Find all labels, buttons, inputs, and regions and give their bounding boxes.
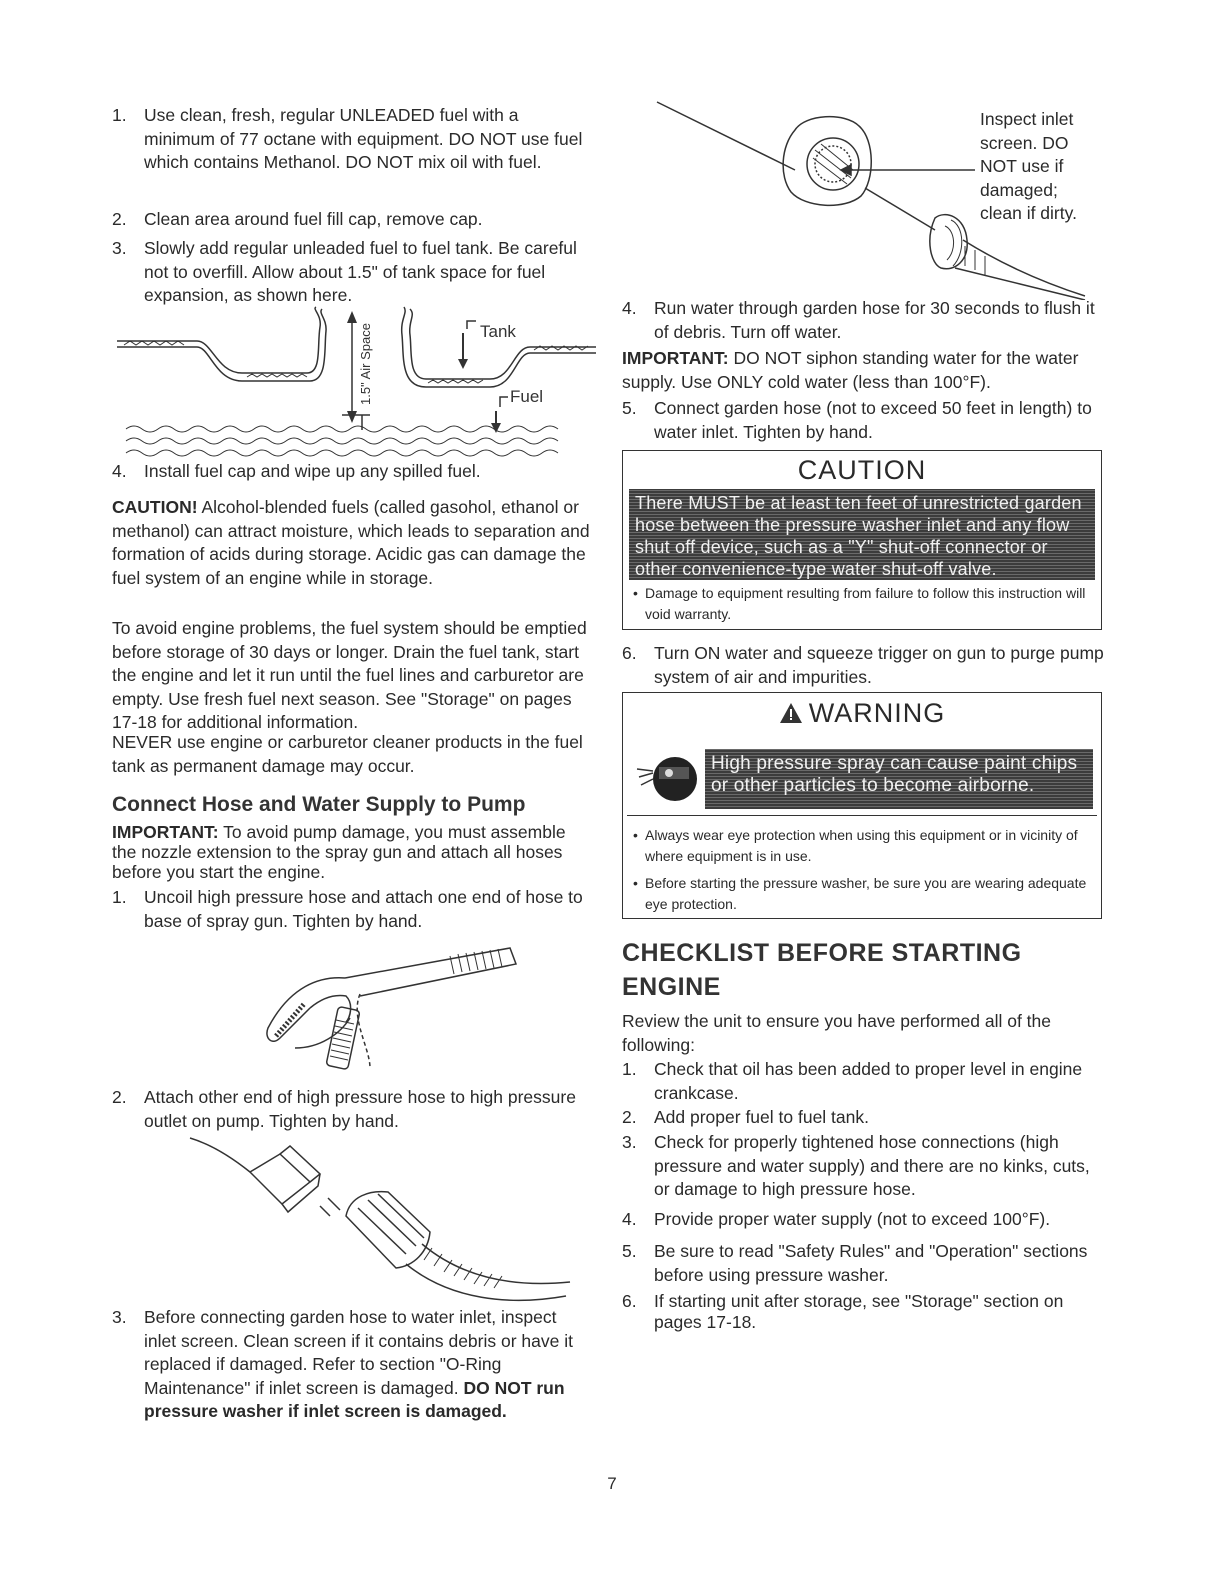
caution-box-bullet: • Damage to equipment resulting from failure to follow this instruction will void warranty. [633,585,1086,622]
avoid-engine-problems: To avoid engine problems, the fuel system should be emptied before storage of 30 days or longer. Drain the fuel tank, start the engine and let it run until the fuel lines and carburetor are empty. Use fresh fuel next season. See "Storage" on pages 17-18 for additional information. [112,618,587,732]
do-not-run-warning: DO NOT run pressure washer if inlet screen is damaged. [144,1377,565,1421]
water-important-note: IMPORTANT: DO NOT siphon standing water for the water supply. Use ONLY cold water (less than 100°F). [622,348,1079,392]
hose-heading: Connect Hose and Water Supply to Pump [112,793,526,816]
fuel-tank-diagram [112,305,602,465]
warning-box-band: High pressure spray can cause paint chips or other particles to become airborne. [705,749,1093,809]
page-number: 7 [607,1474,617,1493]
caution-box [622,450,1102,630]
checklist-intro: Review the unit to ensure you have performed all of the following: [622,1011,1051,1055]
fuel-label: Fuel [510,387,544,406]
checklist-heading: CHECKLIST BEFORE STARTING ENGINE [622,939,1022,1001]
warning-box-band-area [627,735,1097,816]
caution-box-title: CAUTION [797,455,927,485]
air-space-label: 1.5" Air Space [358,323,373,405]
alcohol-caution: CAUTION! Alcohol-blended fuels (called gasohol, ethanol or methanol) can attract moisture, which leads to separation and formation of acids during storage. Acidic gas can damage the fuel system of an engine while in storage. [112,497,590,588]
warning-box-title: WARNING [623,693,1101,733]
warning-box [622,692,1102,919]
pump-important-note: IMPORTANT: To avoid pump damage, you must assemble the nozzle extension to the spray gun and attach all hoses before you start the engine. [112,822,566,882]
hose-connection-illustration [170,1136,590,1306]
spray-gun-illustration [250,938,530,1088]
caution-label: CAUTION! [112,497,198,517]
caution-box-band: There MUST be at least ten feet of unrestricted garden hose between the pressure washer inlet and any flow shut off device, such as a "Y" shut-off connector or other convenience-type water shut-off valve. [629,489,1095,580]
warning-bullet-2: • Before starting the pressure washer, be sure you are wearing adequate eye protection. [633,875,1087,912]
inlet-screen-callout: Inspect inlet screen. DO NOT use if damaged; clean if dirty. [980,109,1077,223]
eye-injury-icon [635,749,701,805]
never-use-cleaner: NEVER use engine or carburetor cleaner products in the fuel tank as permanent damage may occur. [112,732,583,776]
tank-label: Tank [480,322,516,341]
warning-triangle-icon [779,702,803,724]
warning-bullet-1: • Always wear eye protection when using this equipment or in vicinity of where equipment is in use. [633,827,1078,864]
